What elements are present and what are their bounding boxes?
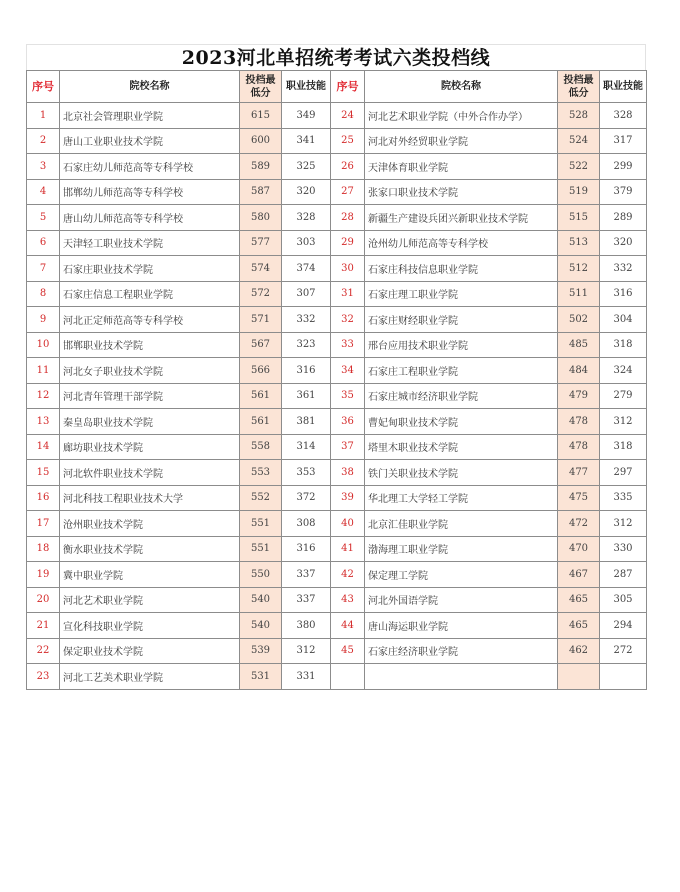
left-seq-cell: 10 — [27, 332, 60, 358]
left-score-cell: 553 — [240, 460, 282, 486]
right-score-cell: 522 — [558, 154, 600, 180]
right-name-cell: 石家庄财经职业学院 — [365, 307, 558, 333]
left-score-cell: 552 — [240, 485, 282, 511]
right-skill-cell: 328 — [600, 103, 647, 129]
table-row — [27, 587, 647, 613]
right-skill-cell: 312 — [600, 409, 647, 435]
right-score-cell: 519 — [558, 179, 600, 205]
left-skill-cell: 349 — [282, 103, 331, 129]
table-body — [27, 103, 647, 690]
right-name-cell: 北京汇佳职业学院 — [365, 511, 558, 537]
right-score-cell: 485 — [558, 332, 600, 358]
right-score-cell: 478 — [558, 434, 600, 460]
left-seq-cell: 14 — [27, 434, 60, 460]
table-row — [27, 358, 647, 384]
table-row — [27, 460, 647, 486]
right-name-cell: 石家庄理工职业学院 — [365, 281, 558, 307]
left-name-cell: 石家庄幼儿师范高等专科学校 — [60, 154, 240, 180]
right-score-cell: 470 — [558, 536, 600, 562]
left-score-cell: 558 — [240, 434, 282, 460]
right-score-cell: 465 — [558, 587, 600, 613]
table-row — [27, 383, 647, 409]
right-skill-cell: 317 — [600, 128, 647, 154]
score-table — [26, 70, 647, 690]
right-name-cell — [365, 664, 558, 690]
left-name-cell: 唐山工业职业技术学院 — [60, 128, 240, 154]
header-skill-right: 职业技能 — [600, 71, 647, 103]
header-name-left: 院校名称 — [60, 71, 240, 103]
left-score-cell: 615 — [240, 103, 282, 129]
right-score-cell: 502 — [558, 307, 600, 333]
left-name-cell: 冀中职业学院 — [60, 562, 240, 588]
right-score-cell: 477 — [558, 460, 600, 486]
right-seq-cell: 44 — [331, 613, 365, 639]
right-skill-cell: 332 — [600, 256, 647, 282]
header-seq-right: 序号 — [331, 71, 365, 103]
right-name-cell: 唐山海运职业学院 — [365, 613, 558, 639]
right-skill-cell: 304 — [600, 307, 647, 333]
left-skill-cell: 380 — [282, 613, 331, 639]
left-score-cell: 540 — [240, 613, 282, 639]
right-seq-cell: 43 — [331, 587, 365, 613]
right-skill-cell: 316 — [600, 281, 647, 307]
left-name-cell: 河北工艺美术职业学院 — [60, 664, 240, 690]
right-skill-cell: 335 — [600, 485, 647, 511]
left-name-cell: 唐山幼儿师范高等专科学校 — [60, 205, 240, 231]
right-seq-cell: 31 — [331, 281, 365, 307]
left-skill-cell: 374 — [282, 256, 331, 282]
left-score-cell: 572 — [240, 281, 282, 307]
right-seq-cell: 24 — [331, 103, 365, 129]
header-score-line2: 低分 — [568, 87, 589, 99]
right-skill-cell: 294 — [600, 613, 647, 639]
right-score-cell: 524 — [558, 128, 600, 154]
left-seq-cell: 6 — [27, 230, 60, 256]
right-seq-cell — [331, 664, 365, 690]
right-name-cell: 石家庄经济职业学院 — [365, 638, 558, 664]
left-skill-cell: 372 — [282, 485, 331, 511]
right-skill-cell: 330 — [600, 536, 647, 562]
left-score-cell: 566 — [240, 358, 282, 384]
right-name-cell: 河北外国语学院 — [365, 587, 558, 613]
right-seq-cell: 38 — [331, 460, 365, 486]
right-score-cell: 515 — [558, 205, 600, 231]
right-name-cell: 保定理工学院 — [365, 562, 558, 588]
right-name-cell: 河北艺术职业学院（中外合作办学） — [365, 103, 558, 129]
right-score-cell: 465 — [558, 613, 600, 639]
right-skill-cell: 287 — [600, 562, 647, 588]
left-skill-cell: 307 — [282, 281, 331, 307]
header-name-right: 院校名称 — [365, 71, 558, 103]
right-name-cell: 铁门关职业技术学院 — [365, 460, 558, 486]
right-name-cell: 渤海理工职业学院 — [365, 536, 558, 562]
right-seq-cell: 26 — [331, 154, 365, 180]
right-seq-cell: 40 — [331, 511, 365, 537]
right-name-cell: 邢台应用技术职业学院 — [365, 332, 558, 358]
right-skill-cell: 318 — [600, 332, 647, 358]
left-skill-cell: 361 — [282, 383, 331, 409]
right-name-cell: 沧州幼儿师范高等专科学校 — [365, 230, 558, 256]
left-score-cell: 571 — [240, 307, 282, 333]
left-skill-cell: 308 — [282, 511, 331, 537]
right-name-cell: 张家口职业技术学院 — [365, 179, 558, 205]
table-row — [27, 613, 647, 639]
left-name-cell: 邯郸幼儿师范高等专科学校 — [60, 179, 240, 205]
left-seq-cell: 16 — [27, 485, 60, 511]
left-score-cell: 551 — [240, 511, 282, 537]
table-row — [27, 332, 647, 358]
left-name-cell: 河北软件职业技术学院 — [60, 460, 240, 486]
left-skill-cell: 341 — [282, 128, 331, 154]
left-name-cell: 河北女子职业技术学院 — [60, 358, 240, 384]
left-score-cell: 540 — [240, 587, 282, 613]
table-row — [27, 230, 647, 256]
left-seq-cell: 21 — [27, 613, 60, 639]
right-score-cell: 484 — [558, 358, 600, 384]
left-seq-cell: 18 — [27, 536, 60, 562]
left-score-cell: 561 — [240, 383, 282, 409]
left-score-cell: 580 — [240, 205, 282, 231]
table-row — [27, 664, 647, 690]
left-skill-cell: 303 — [282, 230, 331, 256]
left-seq-cell: 4 — [27, 179, 60, 205]
left-skill-cell: 328 — [282, 205, 331, 231]
left-seq-cell: 13 — [27, 409, 60, 435]
left-score-cell: 577 — [240, 230, 282, 256]
right-seq-cell: 25 — [331, 128, 365, 154]
table-row — [27, 256, 647, 282]
left-skill-cell: 337 — [282, 587, 331, 613]
right-name-cell: 河北对外经贸职业学院 — [365, 128, 558, 154]
table-row — [27, 128, 647, 154]
left-score-cell: 589 — [240, 154, 282, 180]
header-score-line1: 投档最 — [245, 74, 276, 86]
right-name-cell: 天津体育职业学院 — [365, 154, 558, 180]
left-skill-cell: 331 — [282, 664, 331, 690]
right-seq-cell: 39 — [331, 485, 365, 511]
right-seq-cell: 35 — [331, 383, 365, 409]
table-row — [27, 154, 647, 180]
left-seq-cell: 23 — [27, 664, 60, 690]
table-row — [27, 536, 647, 562]
right-score-cell — [558, 664, 600, 690]
header-score-left — [240, 71, 282, 103]
left-seq-cell: 19 — [27, 562, 60, 588]
left-skill-cell: 316 — [282, 358, 331, 384]
left-skill-cell: 320 — [282, 179, 331, 205]
right-seq-cell: 33 — [331, 332, 365, 358]
right-skill-cell: 279 — [600, 383, 647, 409]
right-seq-cell: 41 — [331, 536, 365, 562]
table-row — [27, 103, 647, 129]
right-skill-cell: 320 — [600, 230, 647, 256]
right-skill-cell: 299 — [600, 154, 647, 180]
table-row — [27, 638, 647, 664]
left-seq-cell: 3 — [27, 154, 60, 180]
right-skill-cell: 312 — [600, 511, 647, 537]
left-score-cell: 600 — [240, 128, 282, 154]
right-score-cell: 472 — [558, 511, 600, 537]
left-score-cell: 587 — [240, 179, 282, 205]
right-seq-cell: 34 — [331, 358, 365, 384]
left-seq-cell: 15 — [27, 460, 60, 486]
left-name-cell: 廊坊职业技术学院 — [60, 434, 240, 460]
right-skill-cell: 379 — [600, 179, 647, 205]
left-skill-cell: 381 — [282, 409, 331, 435]
right-score-cell: 528 — [558, 103, 600, 129]
left-score-cell: 561 — [240, 409, 282, 435]
left-seq-cell: 22 — [27, 638, 60, 664]
left-seq-cell: 11 — [27, 358, 60, 384]
header-score-line2: 低分 — [250, 87, 271, 99]
left-seq-cell: 1 — [27, 103, 60, 129]
table-row — [27, 485, 647, 511]
right-score-cell: 478 — [558, 409, 600, 435]
right-skill-cell: 297 — [600, 460, 647, 486]
right-skill-cell: 289 — [600, 205, 647, 231]
left-skill-cell: 312 — [282, 638, 331, 664]
header-row — [27, 71, 647, 103]
left-skill-cell: 323 — [282, 332, 331, 358]
table-row — [27, 562, 647, 588]
left-skill-cell: 332 — [282, 307, 331, 333]
right-score-cell: 462 — [558, 638, 600, 664]
right-score-cell: 475 — [558, 485, 600, 511]
right-seq-cell: 37 — [331, 434, 365, 460]
table-row — [27, 511, 647, 537]
left-seq-cell: 12 — [27, 383, 60, 409]
right-name-cell: 塔里木职业技术学院 — [365, 434, 558, 460]
right-seq-cell: 36 — [331, 409, 365, 435]
left-name-cell: 天津轻工职业技术学院 — [60, 230, 240, 256]
right-name-cell: 石家庄工程职业学院 — [365, 358, 558, 384]
left-score-cell: 550 — [240, 562, 282, 588]
right-seq-cell: 42 — [331, 562, 365, 588]
right-score-cell: 512 — [558, 256, 600, 282]
left-name-cell: 石家庄职业技术学院 — [60, 256, 240, 282]
right-seq-cell: 45 — [331, 638, 365, 664]
left-name-cell: 宣化科技职业学院 — [60, 613, 240, 639]
right-skill-cell: 305 — [600, 587, 647, 613]
left-name-cell: 石家庄信息工程职业学院 — [60, 281, 240, 307]
right-score-cell: 513 — [558, 230, 600, 256]
left-name-cell: 衡水职业技术学院 — [60, 536, 240, 562]
left-name-cell: 河北正定师范高等专科学校 — [60, 307, 240, 333]
right-seq-cell: 32 — [331, 307, 365, 333]
right-seq-cell: 27 — [331, 179, 365, 205]
right-seq-cell: 28 — [331, 205, 365, 231]
right-score-cell: 467 — [558, 562, 600, 588]
left-skill-cell: 316 — [282, 536, 331, 562]
left-seq-cell: 5 — [27, 205, 60, 231]
right-skill-cell: 318 — [600, 434, 647, 460]
table-row — [27, 434, 647, 460]
sheet-title: 2023河北单招统考考试六类投档线 — [26, 44, 646, 70]
right-name-cell: 曹妃甸职业技术学院 — [365, 409, 558, 435]
header-skill-left: 职业技能 — [282, 71, 331, 103]
score-sheet — [26, 44, 646, 690]
left-seq-cell: 9 — [27, 307, 60, 333]
right-seq-cell: 29 — [331, 230, 365, 256]
right-seq-cell: 30 — [331, 256, 365, 282]
header-seq-left: 序号 — [27, 71, 60, 103]
left-score-cell: 551 — [240, 536, 282, 562]
right-score-cell: 511 — [558, 281, 600, 307]
table-row — [27, 281, 647, 307]
right-name-cell: 华北理工大学轻工学院 — [365, 485, 558, 511]
header-score-right — [558, 71, 600, 103]
left-skill-cell: 314 — [282, 434, 331, 460]
left-seq-cell: 7 — [27, 256, 60, 282]
right-name-cell: 新疆生产建设兵团兴新职业技术学院 — [365, 205, 558, 231]
left-seq-cell: 8 — [27, 281, 60, 307]
table-row — [27, 205, 647, 231]
left-score-cell: 539 — [240, 638, 282, 664]
left-name-cell: 北京社会管理职业学院 — [60, 103, 240, 129]
header-score-line1: 投档最 — [563, 74, 594, 86]
right-name-cell: 石家庄城市经济职业学院 — [365, 383, 558, 409]
table-row — [27, 409, 647, 435]
table-row — [27, 307, 647, 333]
left-name-cell: 保定职业技术学院 — [60, 638, 240, 664]
left-name-cell: 河北科技工程职业技术大学 — [60, 485, 240, 511]
left-name-cell: 秦皇岛职业技术学院 — [60, 409, 240, 435]
left-score-cell: 567 — [240, 332, 282, 358]
left-score-cell: 531 — [240, 664, 282, 690]
right-name-cell: 石家庄科技信息职业学院 — [365, 256, 558, 282]
left-skill-cell: 325 — [282, 154, 331, 180]
left-name-cell: 河北艺术职业学院 — [60, 587, 240, 613]
left-name-cell: 沧州职业技术学院 — [60, 511, 240, 537]
left-seq-cell: 20 — [27, 587, 60, 613]
left-seq-cell: 17 — [27, 511, 60, 537]
right-skill-cell — [600, 664, 647, 690]
left-name-cell: 河北青年管理干部学院 — [60, 383, 240, 409]
left-skill-cell: 353 — [282, 460, 331, 486]
left-name-cell: 邯郸职业技术学院 — [60, 332, 240, 358]
table-row — [27, 179, 647, 205]
right-score-cell: 479 — [558, 383, 600, 409]
left-skill-cell: 337 — [282, 562, 331, 588]
right-skill-cell: 272 — [600, 638, 647, 664]
left-score-cell: 574 — [240, 256, 282, 282]
left-seq-cell: 2 — [27, 128, 60, 154]
right-skill-cell: 324 — [600, 358, 647, 384]
